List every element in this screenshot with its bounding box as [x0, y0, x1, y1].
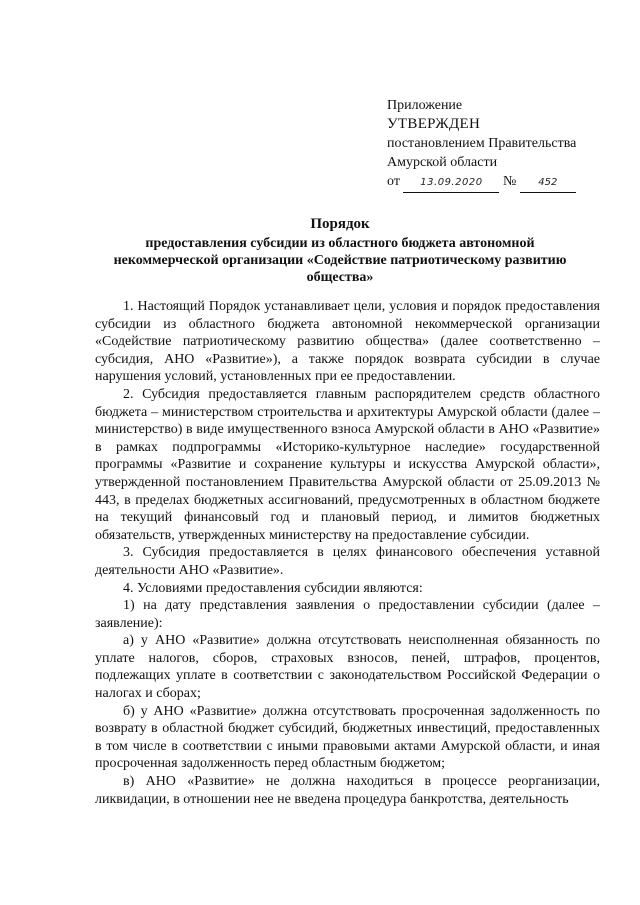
- title-heading: Порядок: [310, 216, 370, 232]
- paragraph: 4. Условиями предоставления субсидии являются:: [123, 580, 423, 596]
- approved-by-label: постановлением Правительства: [387, 136, 577, 151]
- approval-stamp-block: [387, 96, 627, 193]
- region-label: Амурской области: [387, 155, 498, 170]
- paragraph: а) у АНО «Развитие» должна отсутствовать неисполненная обязанность по уплате налогов, сборов, страховых взносов, пеней, штрафов, процентов, подлежащих уплате в соответствии с законодательством Российской Федерации о налогах и сборах;: [95, 633, 600, 702]
- paragraph: в) АНО «Развитие» не должна находиться в процессе реорганизации, ликвидации, в отношении нее не введена процедура банкротства, деятельность: [95, 774, 600, 807]
- document-title: [100, 216, 580, 286]
- approved-label: УТВЕРЖДЕН: [387, 116, 481, 132]
- paragraph: б) у АНО «Развитие» должна отсутствовать просроченная задолженность по возврату в областной бюджет субсидий, бюджетных инвестиций, предоставленных в том числе в соответствии с иными правовыми актами Амурской области, и иная просроченная задолженность перед областным бюджетом;: [95, 703, 600, 772]
- paragraph: 3. Субсидия предоставляется в целях финансового обеспечения уставной деятельности АНО «Развитие».: [95, 545, 600, 578]
- title-subtitle: предоставления субсидии из областного бюджета автономной некоммерческой организации «Содействие патриотическому развитию общества»: [113, 236, 567, 285]
- number-prefix: №: [502, 174, 517, 189]
- paragraph: 1) на дату представления заявления о предоставлении субсидии (далее – заявление):: [95, 598, 600, 631]
- paragraph: 1. Настоящий Порядок устанавливает цели, условия и порядок предоставления субсидии из областного бюджета автономной некоммерческой организации «Содействие патриотическому развитию общества» (далее соответственно – субсидия, АНО «Развитие»), а также порядок возврата субсидии в случае нарушения условий, установленных при ее предоставлении.: [95, 299, 600, 385]
- handwritten-date: 13.09.2020: [403, 173, 499, 193]
- document-body: [95, 298, 600, 808]
- date-prefix: от: [387, 174, 400, 189]
- handwritten-number: 452: [520, 173, 576, 193]
- appendix-label: Приложение: [387, 98, 463, 113]
- date-number-line: [387, 172, 627, 193]
- paragraph: 2. Субсидия предоставляется главным распорядителем средств областного бюджета – министерством строительства и архитектуры Амурской области (далее – министерство) в виде имущественного взноса Амурской области в АНО «Развитие» в рамках подпрограммы «Историко-культурное наследие» государственной программы «Развитие и сохранение культуры и искусства Амурской области», утвержденной постановлением Правительства Амурской области от 25.09.2013 № 443, в пределах бюджетных ассигнований, предусмотренных в областном бюджете на текущий финансовый год и плановый период, и лимитов бюджетных обязательств, утвержденных министерству на предоставление субсидии.: [95, 386, 600, 543]
